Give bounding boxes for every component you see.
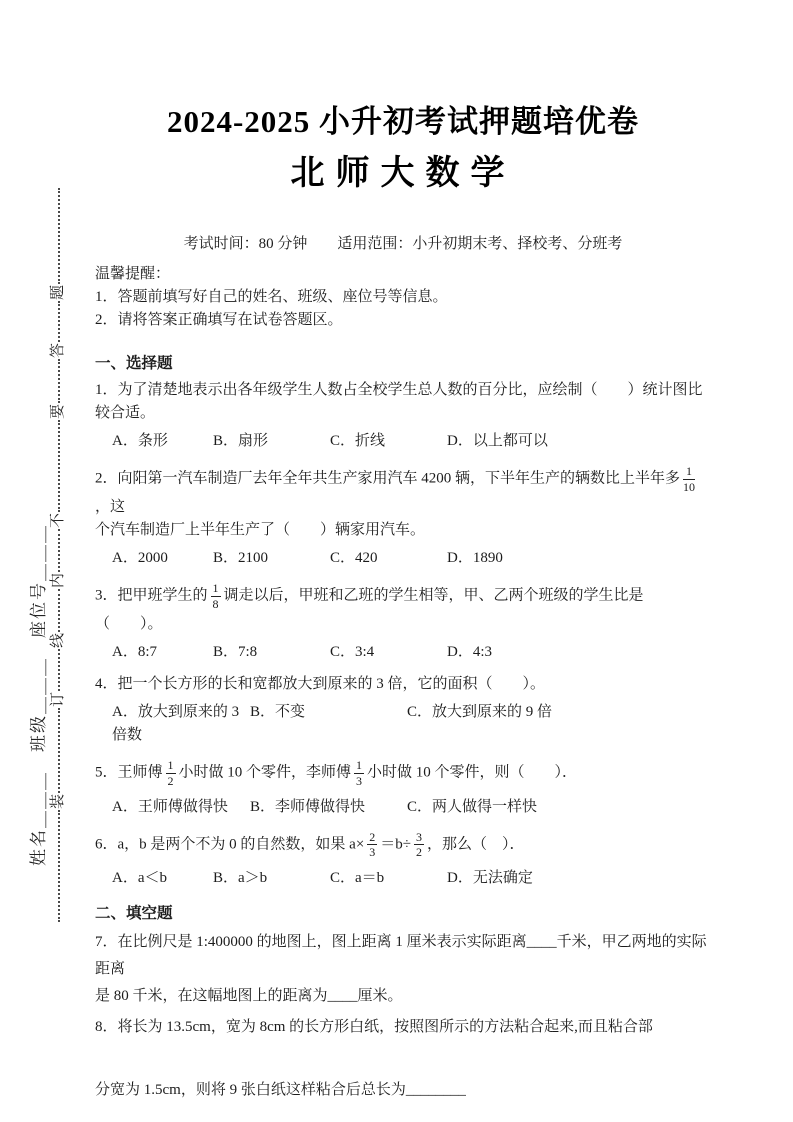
fraction-numerator: 1 [167, 758, 174, 773]
question-line [95, 379, 711, 425]
dotted-line-segment [58, 188, 60, 284]
fraction-denominator: 3 [356, 773, 363, 788]
paper-content [95, 0, 711, 1104]
dotted-line-segment [58, 649, 60, 692]
question-line [95, 983, 711, 1010]
text-segment: ，那么（ ）． [427, 836, 525, 853]
binding-char: 线 [50, 632, 67, 648]
paper-subtitle: 北师大数学 [290, 155, 516, 192]
option: C．放大到原来的 9 倍 [407, 704, 553, 721]
question-section [95, 902, 711, 1104]
question [95, 462, 711, 570]
fraction [354, 759, 364, 787]
question-line [95, 1077, 711, 1104]
text-segment: ＝b÷ [380, 836, 412, 853]
fraction [211, 582, 221, 610]
dotted-line-segment [58, 589, 60, 632]
question-line [95, 929, 711, 983]
fraction [166, 759, 176, 787]
text-segment: 小时做 10 个零件，则（ ）． [367, 764, 578, 781]
option: A．放大到原来的 3 倍数 [112, 704, 240, 744]
text-segment: 5．王师傅 [95, 764, 163, 781]
options-row [95, 796, 711, 819]
question-line [95, 756, 711, 790]
question [95, 1014, 711, 1104]
section-heading: 一、选择题 [95, 355, 173, 372]
question-line [95, 579, 711, 636]
option: C．a＝b [330, 869, 385, 886]
question-line [95, 519, 711, 542]
fraction-numerator: 1 [356, 758, 363, 773]
binding-char: 内 [50, 573, 67, 589]
dotted-line-segment [58, 301, 60, 342]
option: D．4:3 [447, 644, 493, 661]
dotted-line-segment [58, 420, 60, 511]
option: A．a＜b [112, 869, 167, 886]
question [95, 756, 711, 818]
binding-char: 要 [50, 404, 67, 420]
text-segment: 6．a，b 是两个不为 0 的自然数，如果 a× [95, 836, 365, 853]
question [95, 673, 711, 747]
student-info-fields: 姓名＿＿＿ 班级＿＿＿ 座位号＿＿＿ [29, 524, 48, 866]
text-segment: 1．为了清楚地表示出各年级学生人数占全校学生总人数的百分比，应绘制（ ）统计图比较合适。 [95, 382, 703, 421]
fraction-numerator: 1 [683, 465, 695, 480]
binding-char: 订 [50, 692, 67, 708]
question-line [95, 462, 711, 519]
text-segment: 调走以后，甲班和乙班的学生相等，甲、乙两个班级的学生比是（ ）。 [95, 587, 644, 633]
text-segment: ，这 [95, 499, 126, 516]
option: A．2000 [112, 550, 168, 567]
text-segment: 个汽车制造厂上半年生产了（ ）辆家用汽车。 [95, 522, 426, 539]
notice-title: 温馨提醒： [95, 266, 171, 282]
sections-container [95, 352, 711, 1104]
section-heading: 二、填空题 [95, 904, 173, 922]
binding-dotted-line [50, 188, 68, 922]
fraction-denominator: 3 [369, 845, 376, 860]
options-row [95, 641, 711, 664]
option: B．a＞b [213, 869, 268, 886]
option: B．7:8 [213, 644, 258, 661]
fraction-denominator: 8 [212, 596, 219, 611]
fraction-denominator: 2 [416, 845, 423, 860]
options-row [95, 547, 711, 570]
option: B．李师傅做得快 [250, 798, 366, 815]
options-row [95, 867, 711, 890]
option: D．1890 [447, 550, 503, 567]
dotted-line-segment [58, 708, 60, 792]
notice-line-1: 1．答题前填写好自己的姓名、班级、座位号等信息。 [95, 289, 448, 305]
fraction-denominator: 2 [167, 773, 174, 788]
text-segment: 7．在比例尺是 1:400000 的地图上，图上距离 1 厘米表示实际距离____千米，甲乙两地的实际距离 [95, 933, 707, 977]
option: D．以上都可以 [447, 433, 548, 449]
text-segment: 小时做 10 个零件，李师傅 [178, 764, 352, 781]
text-segment: 3．把甲班学生的 [95, 587, 208, 604]
option: B．扇形 [213, 433, 269, 449]
option: C．420 [330, 550, 378, 567]
question-line [95, 1014, 711, 1041]
question-line [95, 828, 711, 862]
fraction [683, 465, 695, 493]
text-segment: 分宽为 1.5cm，则将 9 张白纸这样粘合后总长为________ [95, 1081, 466, 1098]
dotted-line-segment [58, 359, 60, 404]
question [95, 929, 711, 1010]
option: B．不变 [250, 704, 306, 721]
options-row [95, 430, 711, 453]
binding-char: 答 [50, 342, 67, 358]
fraction [367, 831, 377, 859]
fraction [414, 831, 424, 859]
option: C．3:4 [330, 644, 375, 661]
fraction-numerator: 1 [212, 581, 219, 596]
binding-char: 装 [50, 793, 67, 809]
question [95, 579, 711, 664]
option: A．条形 [112, 433, 168, 449]
dotted-line-segment [58, 810, 60, 923]
question [95, 379, 711, 453]
option: C．折线 [330, 433, 386, 449]
option: A．8:7 [112, 644, 158, 661]
text-segment: 8．将长为 13.5cm，宽为 8cm 的长方形白纸，按照图所示的方法粘合起来,而且粘合部 [95, 1018, 653, 1035]
binding-char: 不 [50, 512, 67, 528]
exam-info-line: 考试时间：80 分钟 适用范围：小升初期末考、择校考、分班考 [183, 236, 623, 252]
question [95, 828, 711, 890]
option: B．2100 [213, 550, 269, 567]
paper-title: 2024-2025 小升初考试押题培优卷 [166, 104, 640, 139]
question-line [95, 673, 711, 696]
fraction-numerator: 2 [369, 829, 376, 844]
option: C．两人做得一样快 [407, 798, 538, 815]
fraction-numerator: 3 [416, 829, 423, 844]
binding-char: 题 [50, 285, 67, 301]
option: A．王师傅做得快 [112, 798, 228, 815]
question-section [95, 352, 711, 890]
fraction-denominator: 10 [683, 479, 696, 494]
text-segment: 4．把一个长方形的长和宽都放大到原来的 3 倍，它的面积（ ）。 [95, 676, 546, 693]
dotted-line-segment [58, 529, 60, 573]
options-row [95, 701, 711, 747]
text-segment: 是 80 千米，在这幅地图上的距离为____厘米。 [95, 987, 403, 1004]
text-segment: 2．向阳第一汽车制造厂去年全年共生产家用汽车 4200 辆，下半年生产的辆数比上半年多 [95, 470, 681, 487]
notice-line-2: 2．请将答案正确填写在试卷答题区。 [95, 312, 343, 328]
option: D．无法确定 [447, 869, 533, 886]
